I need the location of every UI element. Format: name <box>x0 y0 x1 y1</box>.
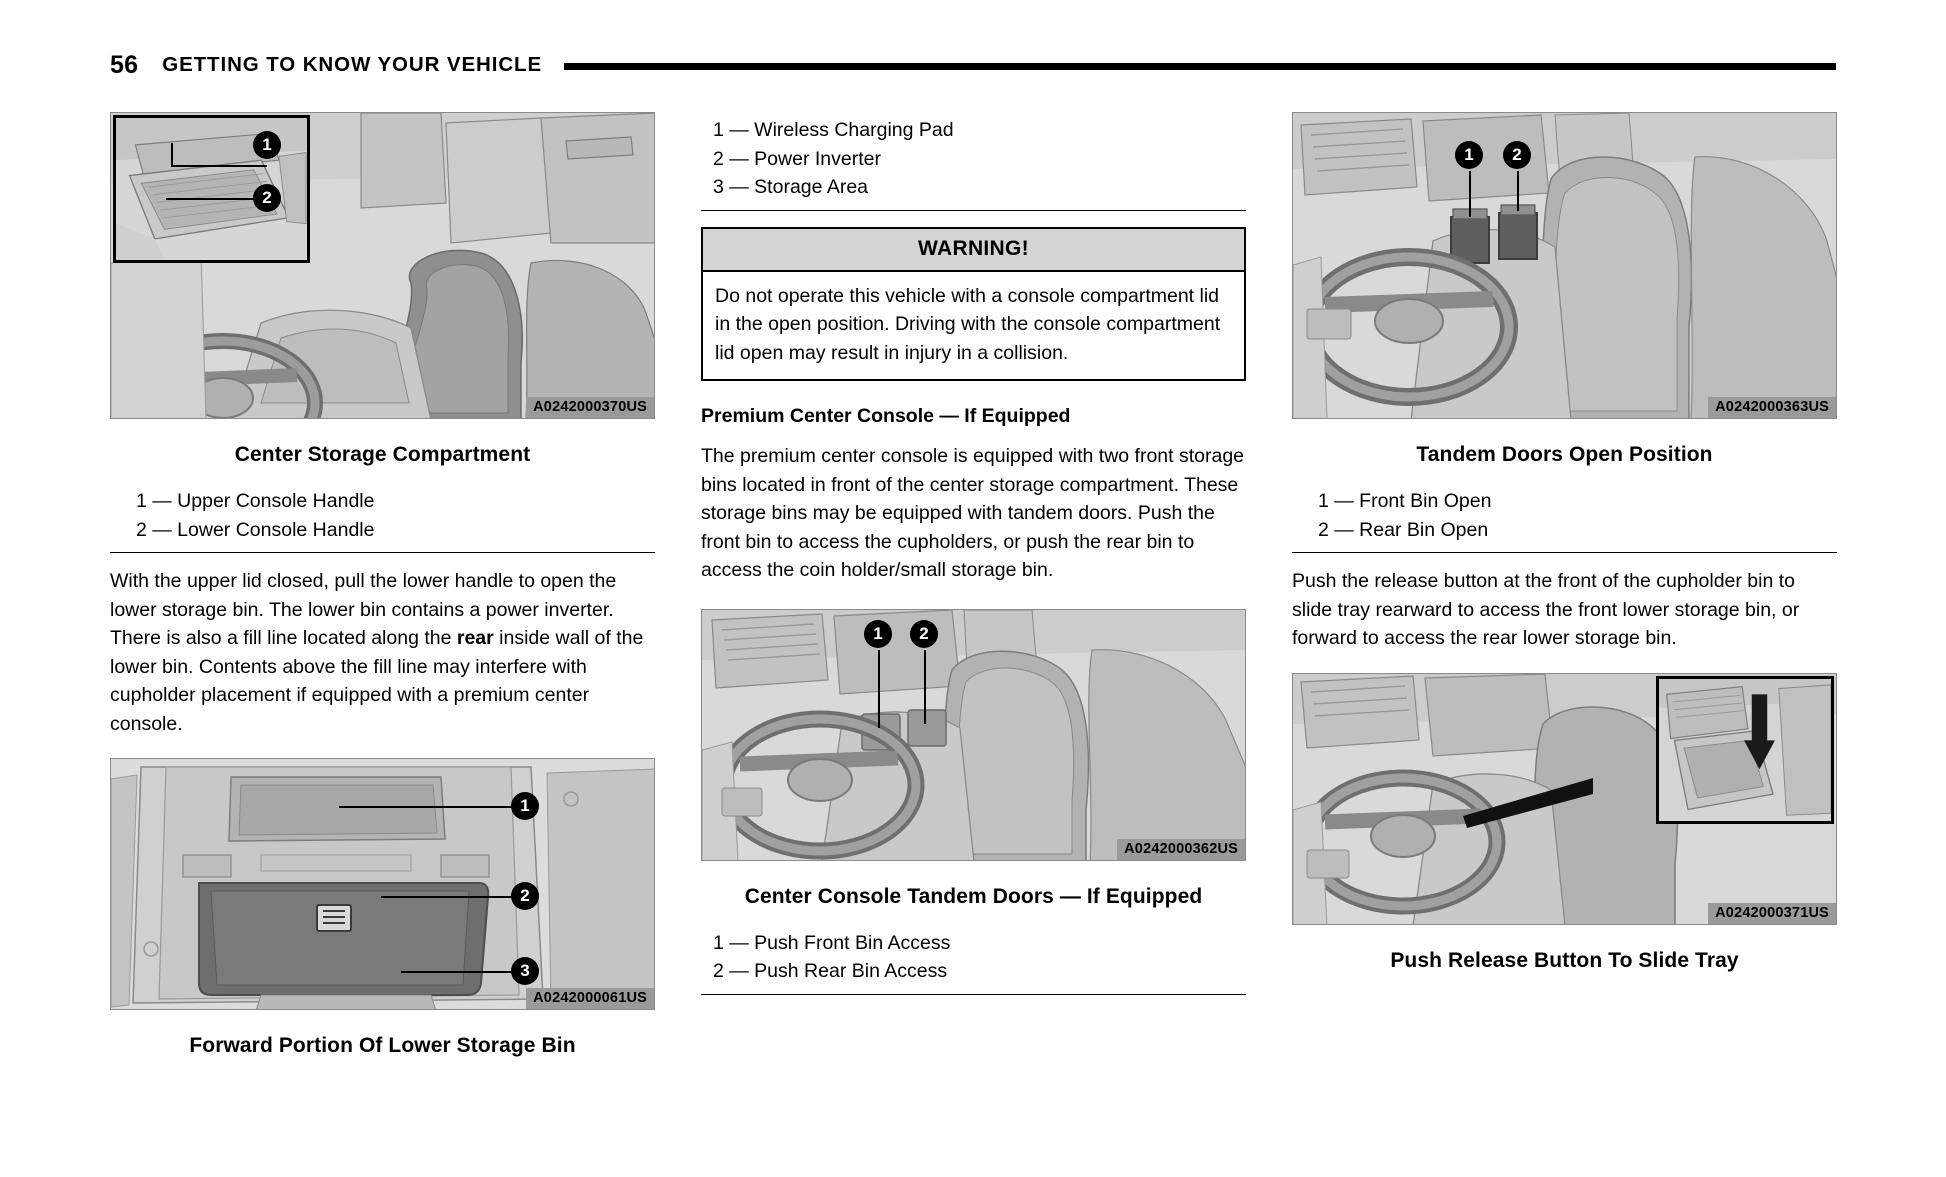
page-header <box>110 48 1836 82</box>
page-number: 56 <box>110 50 139 79</box>
figure2-caption: Forward Portion Of Lower Storage Bin <box>189 1034 576 1057</box>
right-figure1-legend-item-2: 2 — Rear Bin Open <box>1318 518 1489 541</box>
callout-1: 1 <box>1455 141 1483 169</box>
paragraph-bold-rear: rear <box>456 627 494 649</box>
leader-line-rear-bin-open <box>1517 171 1519 211</box>
figure-code: A0242000061US <box>526 988 654 1009</box>
callout-1: 1 <box>864 620 892 648</box>
inset-illustration-tray <box>1659 679 1831 821</box>
figure-tandem-doors-open-position <box>1292 112 1837 419</box>
middle-figure-caption: Center Console Tandem Doors — If Equipped <box>744 884 1203 908</box>
figure1-legend-item-1: 1 — Upper Console Handle <box>136 490 375 512</box>
callout-1: 1 <box>253 131 281 159</box>
premium-center-console-subhead: Premium Center Console — If Equipped <box>701 405 1071 427</box>
figure-center-storage-compartment <box>110 112 655 419</box>
leader-line-bin-1 <box>339 806 519 808</box>
callout-2: 2 <box>253 184 281 212</box>
warning-text: Do not operate this vehicle with a console compartment lid in the open position. Driving with the console compartment lid open may result in injury in a collision. <box>715 284 1221 364</box>
paragraph-part-2: inside wall of the lower bin. Contents above the fill line may interfere with cupholder placement if equipped with a premium center console. <box>110 627 644 735</box>
top-legend-item-1: 1 — Wireless Charging Pad <box>713 119 954 141</box>
top-legend-item-2: 2 — Power Inverter <box>713 147 881 170</box>
middle-column <box>701 112 1246 1058</box>
figure-code: A0242000362US <box>1117 839 1245 860</box>
leader-line-rear-bin <box>924 650 926 724</box>
figure-push-release-button <box>1292 673 1837 925</box>
right-column-paragraph: Push the release button at the front of the cupholder bin to slide tray rearward to access the front lower storage bin, or forward to access the rear lower storage bin. <box>1292 570 1800 649</box>
figure1-legend-item-2: 2 — Lower Console Handle <box>136 518 375 541</box>
right-figure1-caption: Tandem Doors Open Position <box>1416 443 1713 466</box>
left-column <box>110 112 655 1058</box>
callout-3: 3 <box>511 957 539 985</box>
callout-1: 1 <box>511 792 539 820</box>
page-columns <box>110 112 1838 1058</box>
callout-2: 2 <box>910 620 938 648</box>
page-title: GETTING TO KNOW YOUR VEHICLE <box>162 53 543 76</box>
figure-code: A0242000371US <box>1708 903 1836 924</box>
leader-line-1-vertical <box>171 143 173 167</box>
header-divider <box>564 63 1836 70</box>
figure-center-console-tandem-doors <box>701 609 1246 861</box>
right-figure1-legend-item-1: 1 — Front Bin Open <box>1318 490 1492 512</box>
left-column-paragraph <box>110 567 655 738</box>
figure1-caption: Center Storage Compartment <box>234 443 531 466</box>
callout-2: 2 <box>511 882 539 910</box>
figure-code: A0242000363US <box>1708 397 1836 418</box>
callout-2: 2 <box>1503 141 1531 169</box>
figure-forward-portion-lower-storage-bin <box>110 758 655 1010</box>
figure-illustration-tandem-doors <box>702 610 1246 861</box>
right-column <box>1292 112 1837 1058</box>
warning-title: WARNING! <box>703 229 1244 272</box>
leader-line-front-bin-open <box>1469 171 1471 217</box>
middle-figure-legend-item-1: 1 — Push Front Bin Access <box>713 931 951 954</box>
right-figure2-caption: Push Release Button To Slide Tray <box>1390 948 1739 972</box>
figure-code: A0242000370US <box>526 397 654 418</box>
figure-illustration-tandem-open <box>1293 113 1837 419</box>
middle-figure-legend-item-2: 2 — Push Rear Bin Access <box>713 960 948 982</box>
leader-line-bin-2 <box>381 896 519 898</box>
paragraph-part-1: With the upper lid closed, pull the lower handle to open the lower storage bin. The lower bin contains a power inverter. There is also a fill line located along the <box>110 570 617 649</box>
figure-illustration-lower-bin <box>111 759 655 1010</box>
top-legend-item-3: 3 — Storage Area <box>713 176 869 198</box>
warning-box <box>701 227 1246 382</box>
leader-line-bin-3 <box>401 971 519 973</box>
leader-line-1 <box>171 165 267 167</box>
middle-column-paragraph: The premium center console is equipped with two front storage bins located in front of the center storage compartment. These storage bins may be equipped with tandem doors. Push the front bin to access the cupholders, or push the rear bin to access the coin holder/small storage bin. <box>701 445 1245 581</box>
figure-inset-slide-tray <box>1656 676 1834 824</box>
middle-legend-divider <box>701 994 1246 995</box>
figure-inset-console-open <box>113 115 310 263</box>
leader-line-front-bin <box>878 650 880 728</box>
